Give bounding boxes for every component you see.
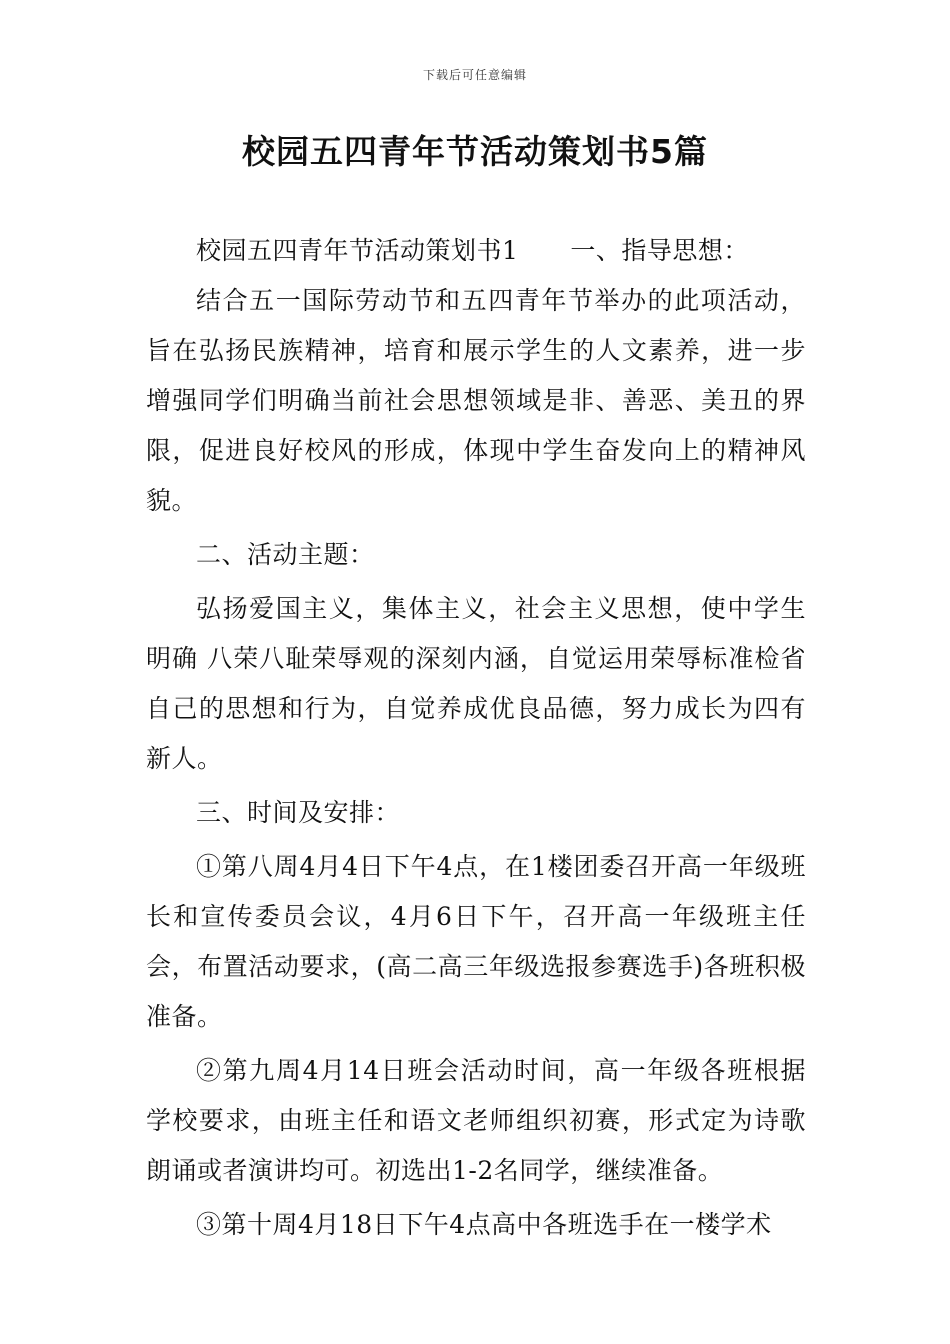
subtitle: 校园五四青年节活动策划书1	[196, 236, 519, 265]
paragraph-schedule-2: ②第九周4月14日班会活动时间，高一年级各班根据学校要求，由班主任和语文老师组织初赛，形式定为诗歌朗诵或者演讲均可。初选出1-2名同学，继续准备。	[146, 1056, 806, 1185]
section-heading-guiding-ideology: 一、指导思想：	[570, 236, 749, 265]
paragraph-schedule-3: ③第十周4月18日下午4点高中各班选手在一楼学术	[196, 1210, 772, 1239]
paragraph-theme: 弘扬爱国主义，集体主义，社会主义思想，使中学生明确 八荣八耻荣辱观的深刻内涵，自觉运用荣辱标准检省自己的思想和行为，自觉养成优良品德，努力成长为四有新人。	[146, 594, 806, 773]
document-title: 校园五四青年节活动策划书5篇	[242, 132, 708, 171]
first-line	[146, 226, 806, 276]
header-note: 下载后可任意编辑	[422, 68, 527, 82]
section-heading-schedule: 三、时间及安排：	[196, 798, 401, 827]
section-heading-theme: 二、活动主题：	[196, 540, 375, 569]
paragraph-schedule-1: ①第八周4月4日下午4点，在1楼团委召开高一年级班长和宣传委员会议，4月6日下午，召开高一年级班主任会，布置活动要求，(高二高三年级选报参赛选手)各班积极准备。	[146, 852, 806, 1031]
document-body	[146, 226, 806, 1250]
paragraph-purpose: 结合五一国际劳动节和五四青年节举办的此项活动，旨在弘扬民族精神，培育和展示学生的人文素养，进一步增强同学们明确当前社会思想领域是非、善恶、美丑的界限，促进良好校风的形成，体现中学生奋发向上的精神风貌。	[146, 286, 806, 515]
